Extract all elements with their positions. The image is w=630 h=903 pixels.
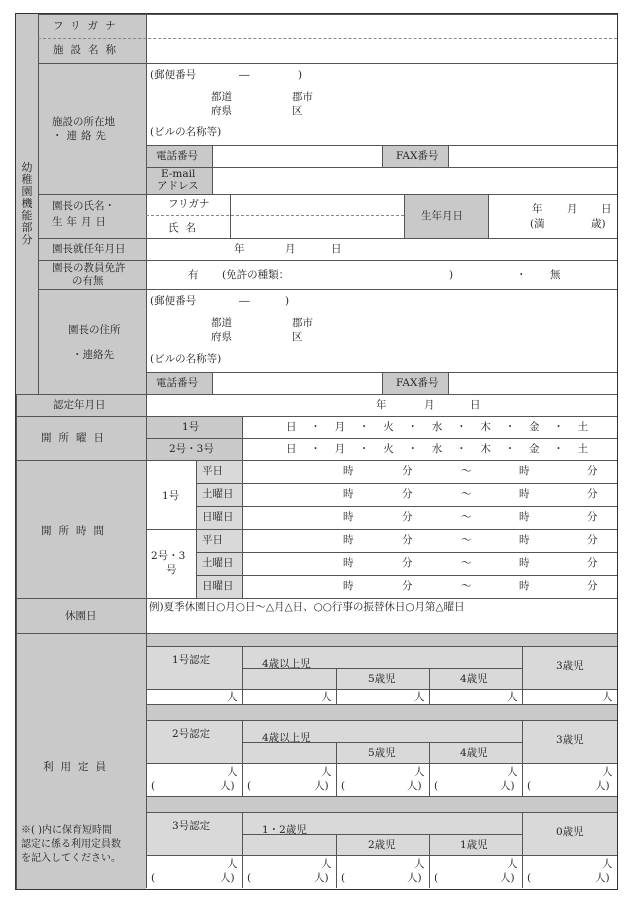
- postal-label: (郵便番号: [150, 69, 197, 81]
- day-mark: ・: [553, 443, 564, 455]
- day-mark: 月: [334, 443, 346, 455]
- day-mark: 金: [529, 443, 540, 455]
- email-label-2: アドレス: [157, 180, 199, 192]
- person-mark: 人: [414, 691, 425, 703]
- hours-row[interactable]: [242, 460, 617, 483]
- license-input[interactable]: [146, 260, 617, 289]
- hours-row[interactable]: [242, 506, 617, 529]
- open-days-row1-label: 1号: [182, 421, 200, 433]
- minute-mark: 分: [402, 511, 413, 523]
- pref-bottom: 府県: [211, 105, 232, 117]
- closed-example: 例)夏季休園日○月○日～△月△日、○○行事の振替休日○月第△曜日: [149, 601, 465, 613]
- day-type-label: 平日: [202, 534, 223, 546]
- paren-open: (: [434, 780, 439, 792]
- cert-label: 認定年月日: [53, 399, 106, 411]
- hours-group2-label-2: 号: [166, 564, 177, 576]
- day-mark: 木: [480, 421, 491, 433]
- hour-mark: 時: [519, 488, 530, 500]
- city-bottom: 区: [292, 105, 303, 117]
- tilde-mark: ～: [461, 557, 472, 569]
- person-close: 人): [407, 872, 422, 884]
- person-mark: 人: [602, 858, 613, 870]
- tilde-mark: ～: [461, 465, 472, 477]
- person-close: 人): [220, 780, 235, 792]
- paren-open: (: [341, 872, 346, 884]
- hours-row[interactable]: [242, 552, 617, 575]
- day-mark: ・: [504, 421, 516, 433]
- facility-address-label-2: ・連絡先: [52, 130, 110, 142]
- last-age-label: 3歳児: [556, 660, 584, 672]
- age-group-lower-cell: [242, 834, 336, 856]
- director-city-bottom: 区: [292, 331, 303, 343]
- hours-group1-label: 1号: [162, 490, 180, 502]
- hour-mark: 時: [519, 511, 530, 523]
- paren-open: (: [247, 872, 252, 884]
- cert-type-cell: [146, 812, 242, 855]
- hour-mark: 時: [343, 511, 354, 523]
- hours-row[interactable]: [242, 529, 617, 552]
- paren-open: (: [434, 872, 439, 884]
- tilde-mark: ～: [461, 534, 472, 546]
- minute-mark: 分: [402, 534, 413, 546]
- minute-mark: 分: [402, 557, 413, 569]
- day-type-label: 日曜日: [202, 511, 234, 523]
- day-mark: ・: [407, 443, 418, 455]
- appointed-day: 日: [331, 243, 342, 255]
- day-mark: ・: [456, 443, 467, 455]
- person-mark: 人: [227, 766, 238, 778]
- day-mark: ・: [358, 443, 370, 455]
- cert-type-cell: [146, 646, 242, 689]
- director-tel-input[interactable]: [212, 372, 382, 394]
- director-name-input[interactable]: [230, 194, 404, 238]
- appointed-input[interactable]: [146, 238, 617, 260]
- birth-label: 生年月日: [421, 210, 463, 222]
- person-mark: 人: [227, 691, 238, 703]
- person-mark: 人: [507, 858, 518, 870]
- facility-application-form: [15, 13, 618, 890]
- cert-type-cell: [146, 720, 242, 763]
- birth-year: 年: [532, 203, 543, 215]
- person-close: 人): [407, 780, 422, 792]
- hours-row[interactable]: [242, 575, 617, 598]
- open-days-label: 開所曜日: [41, 432, 111, 444]
- minute-mark: 分: [587, 465, 598, 477]
- day-mark: 土: [577, 421, 589, 433]
- day-mark: 火: [383, 443, 394, 455]
- age-group-lower-cell: [242, 742, 336, 764]
- person-mark: 人: [227, 858, 238, 870]
- age-group-label: 4歳以上児: [262, 658, 311, 670]
- hour-mark: 時: [519, 557, 530, 569]
- day-mark: 火: [383, 421, 394, 433]
- city-top: 郡市: [292, 91, 313, 103]
- cert-type-label: 3号認定: [172, 820, 211, 832]
- fax-label: FAX番号: [396, 150, 439, 162]
- director-address-label-1: 園長の住所: [68, 324, 121, 336]
- section-vertical-label: 幼稚園機能部分: [21, 161, 33, 246]
- cert-type-label: 1号認定: [172, 654, 211, 666]
- postal-dash: ―: [239, 69, 250, 81]
- director-address-label-2: ・連絡先: [72, 349, 114, 361]
- minute-mark: 分: [587, 488, 598, 500]
- cert-day: 日: [470, 399, 481, 411]
- sub2-label: 4歳児: [460, 672, 488, 685]
- pref-top: 都道: [211, 91, 232, 103]
- paren-open: (: [527, 780, 532, 792]
- day-mark: 木: [480, 443, 491, 455]
- hour-mark: 時: [343, 580, 354, 592]
- person-close: 人): [500, 780, 515, 792]
- person-mark: 人: [321, 766, 332, 778]
- director-postal-dash: ―: [239, 295, 250, 307]
- birth-day: 日: [601, 203, 612, 215]
- paren-open: (: [527, 872, 532, 884]
- minute-mark: 分: [402, 465, 413, 477]
- person-mark: 人: [602, 691, 613, 703]
- last-age-label: 0歳児: [556, 826, 584, 838]
- day-mark: 日: [286, 443, 297, 455]
- hour-mark: 時: [343, 534, 354, 546]
- age-close: 歳): [591, 218, 606, 230]
- hour-mark: 時: [519, 465, 530, 477]
- hours-group2-label-1: 2号・3: [151, 550, 186, 562]
- tel-label: 電話番号: [156, 150, 198, 162]
- day-mark: ・: [358, 421, 370, 433]
- hours-row[interactable]: [242, 483, 617, 506]
- age-group-lower-cell: [242, 668, 336, 690]
- person-close: 人): [500, 872, 515, 884]
- director-name-divider: [146, 215, 404, 216]
- director-shimei-label: 氏名: [168, 222, 203, 234]
- day-type-label: 土曜日: [202, 488, 234, 500]
- license-dot: ・: [516, 269, 527, 281]
- day-mark: 土: [577, 443, 589, 455]
- sub2-label: 1歳児: [460, 838, 488, 851]
- capacity-band: [146, 704, 617, 720]
- person-mark: 人: [321, 858, 332, 870]
- postal-close: ): [298, 69, 303, 81]
- director-fax-input[interactable]: [448, 372, 617, 394]
- director-pref-top: 都道: [211, 317, 232, 329]
- hour-mark: 時: [519, 580, 530, 592]
- minute-mark: 分: [402, 580, 413, 592]
- day-mark: ・: [504, 443, 516, 455]
- cert-type-label: 2号認定: [172, 728, 211, 740]
- day-mark: 日: [286, 421, 297, 433]
- day-mark: ・: [310, 443, 321, 455]
- person-mark: 人: [507, 691, 518, 703]
- capacity-note-3: を記入してください。: [21, 853, 121, 864]
- day-mark: ・: [407, 421, 418, 433]
- capacity-note-1: ※( )内に保育短時間: [21, 825, 112, 836]
- director-tel-label: 電話番号: [156, 377, 198, 389]
- day-mark: ・: [310, 421, 321, 433]
- director-address-label-cell: [38, 289, 146, 394]
- director-name-label-2: 生年月日: [52, 216, 110, 228]
- director-furigana-label: フリガナ: [168, 198, 210, 210]
- capacity-note-2: 認定に係る利用定員数: [21, 839, 121, 850]
- paren-open: (: [151, 872, 156, 884]
- day-type-label: 平日: [202, 465, 223, 477]
- capacity-label: 利用定員: [43, 761, 113, 773]
- minute-mark: 分: [587, 511, 598, 523]
- day-mark: 水: [431, 443, 443, 455]
- sub2-label: 4歳児: [460, 746, 488, 759]
- sub1-label: 2歳児: [368, 838, 396, 851]
- director-pref-bottom: 府県: [211, 331, 232, 343]
- closed-label: 休園日: [65, 610, 97, 622]
- birth-month: 月: [567, 203, 578, 215]
- open-days-row2-label: 2号・3号: [169, 443, 214, 455]
- day-mark: 水: [431, 421, 443, 433]
- capacity-band: [146, 633, 617, 646]
- cert-year: 年: [376, 399, 387, 411]
- tilde-mark: ～: [461, 511, 472, 523]
- day-mark: ・: [553, 421, 564, 433]
- person-mark: 人: [602, 766, 613, 778]
- facility-name-label: 施設名称: [53, 44, 123, 56]
- email-input[interactable]: [212, 167, 617, 194]
- person-mark: 人: [414, 766, 425, 778]
- minute-mark: 分: [587, 534, 598, 546]
- person-mark: 人: [414, 858, 425, 870]
- license-yes[interactable]: 有: [188, 269, 199, 281]
- capacity-band: [146, 796, 617, 812]
- person-close: 人): [220, 872, 235, 884]
- person-close: 人): [595, 780, 610, 792]
- tilde-mark: ～: [461, 488, 472, 500]
- director-building-label: (ビルの名称等): [150, 353, 222, 365]
- person-close: 人): [595, 872, 610, 884]
- minute-mark: 分: [587, 580, 598, 592]
- day-mark: 金: [529, 421, 540, 433]
- day-mark: 月: [334, 421, 346, 433]
- fax-input[interactable]: [448, 145, 617, 167]
- sub1-label: 5歳児: [368, 746, 396, 759]
- furigana-label: フリガナ: [53, 20, 123, 32]
- age-group-label: 1・2歳児: [262, 824, 307, 836]
- facility-address-label-1: 施設の所在地: [52, 116, 115, 128]
- paren-open: (: [341, 780, 346, 792]
- hour-mark: 時: [343, 557, 354, 569]
- paren-open: (: [151, 780, 156, 792]
- day-mark: ・: [456, 421, 467, 433]
- age-group-label: 4歳以上児: [262, 732, 311, 744]
- day-type-label: 土曜日: [202, 557, 234, 569]
- director-name-label-1: 園長の氏名・: [52, 200, 115, 212]
- building-label: (ビルの名称等): [150, 126, 222, 138]
- age-open: (満: [530, 218, 545, 230]
- facility-address-label-cell: [38, 63, 146, 194]
- license-type-label: (免許の種類：: [222, 269, 290, 281]
- tel-input[interactable]: [212, 145, 382, 167]
- director-postal-close: ): [285, 295, 290, 307]
- cert-month: 月: [424, 399, 435, 411]
- birth-input[interactable]: [488, 194, 617, 238]
- paren-open: (: [247, 780, 252, 792]
- email-label-1: E-mail: [161, 168, 196, 180]
- director-city-top: 郡市: [292, 317, 313, 329]
- director-postal-label: (郵便番号: [150, 295, 197, 307]
- minute-mark: 分: [587, 557, 598, 569]
- minute-mark: 分: [402, 488, 413, 500]
- license-label-1: 園長の教員免許: [52, 262, 126, 274]
- sub1-label: 5歳児: [368, 672, 396, 685]
- open-hours-label: 開所時間: [41, 525, 111, 537]
- last-age-label: 3歳児: [556, 734, 584, 746]
- person-close: 人): [314, 872, 329, 884]
- license-label-2: の有無: [72, 275, 104, 287]
- person-mark: 人: [507, 766, 518, 778]
- person-mark: 人: [321, 691, 332, 703]
- furigana-divider: [38, 38, 617, 39]
- appointed-month: 月: [285, 243, 296, 255]
- person-close: 人): [314, 780, 329, 792]
- appointed-year: 年: [234, 243, 245, 255]
- license-no[interactable]: 無: [550, 269, 561, 281]
- day-type-label: 日曜日: [202, 580, 234, 592]
- director-fax-label: FAX番号: [396, 377, 439, 389]
- hour-mark: 時: [343, 465, 354, 477]
- appointed-label: 園長就任年月日: [52, 243, 126, 255]
- hour-mark: 時: [519, 534, 530, 546]
- tilde-mark: ～: [461, 580, 472, 592]
- hour-mark: 時: [343, 488, 354, 500]
- license-close: ): [449, 269, 454, 281]
